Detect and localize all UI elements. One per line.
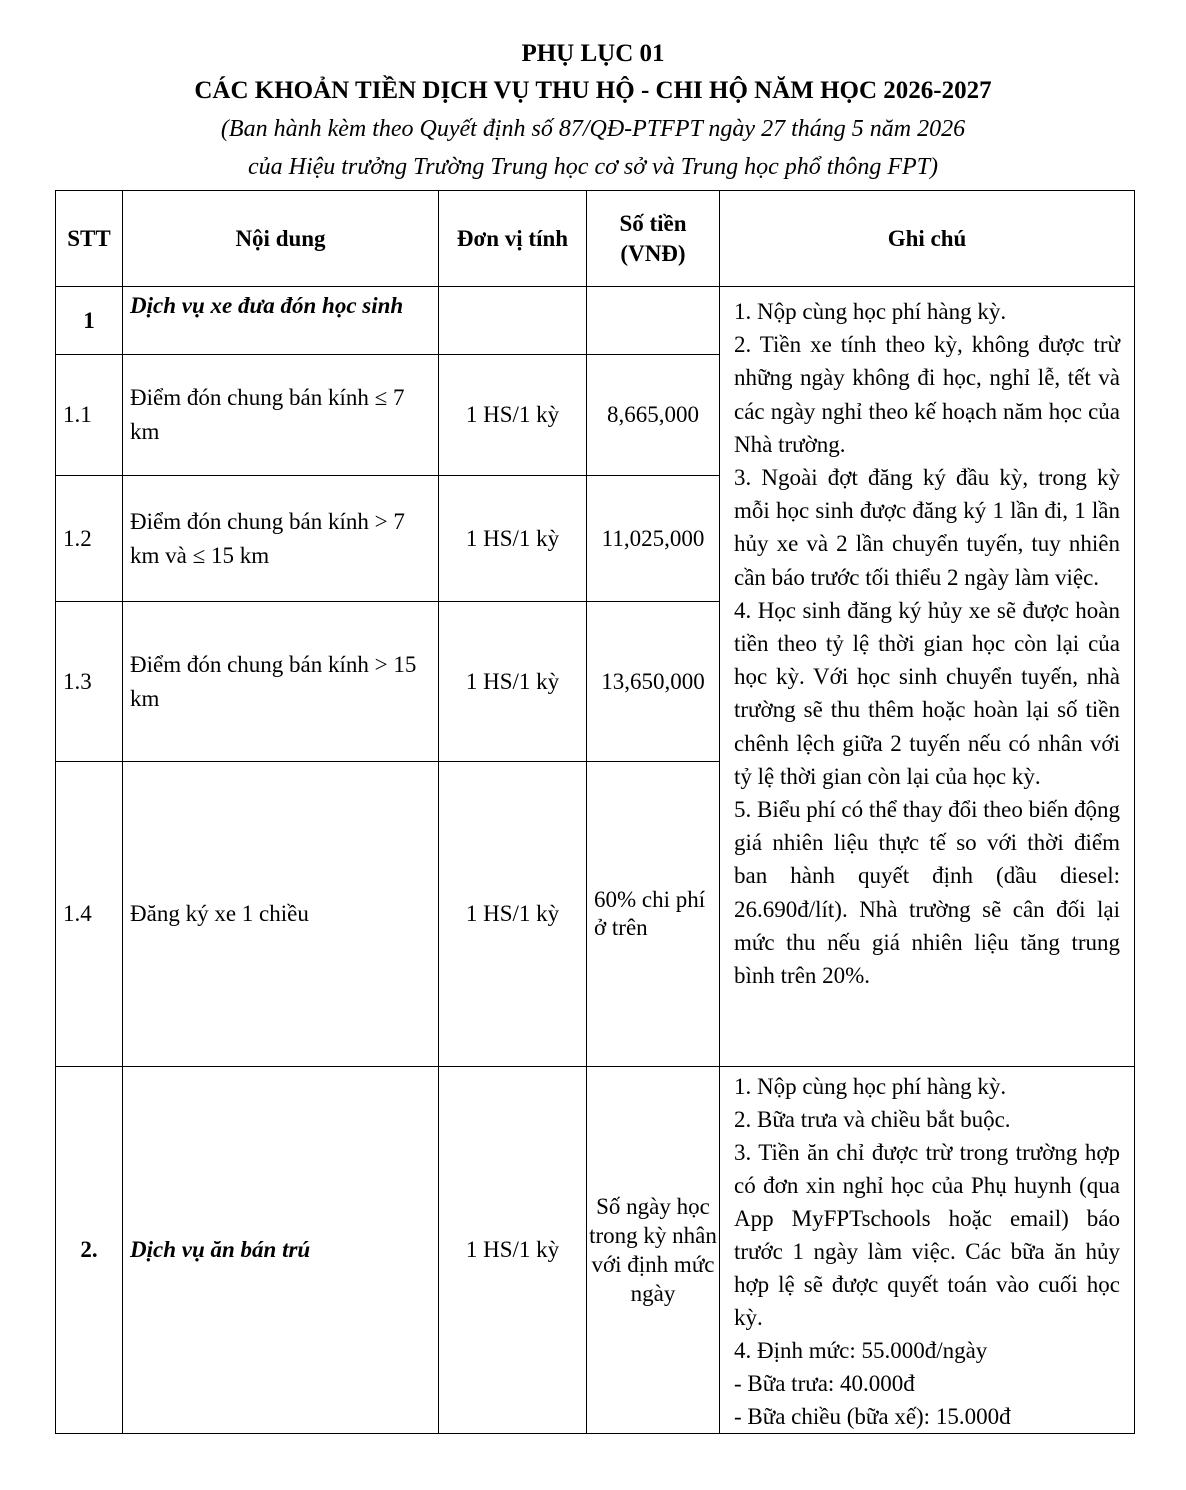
section-1-title: Dịch vụ xe đưa đón học sinh — [123, 287, 439, 355]
row-1-3-amount: 13,650,000 — [587, 602, 720, 762]
appendix-title: PHỤ LỤC 01 — [521, 40, 665, 67]
section-2-note-4: 4. Định mức: 55.000đ/ngày — [734, 1338, 988, 1363]
section-2-title: Dịch vụ ăn bán trú — [123, 1067, 439, 1434]
section-2-stt: 2. — [56, 1067, 123, 1434]
issued-by-line-2: của Hiệu trưởng Trường Trung học cơ sở và Trung học phổ thông FPT) — [247, 154, 939, 180]
section-1-amount-empty — [587, 287, 720, 355]
col-header-note: Ghi chú — [720, 191, 1135, 287]
section-1-note-5: 5. Biểu phí có thể thay đổi theo biến động giá nhiên liệu thực tế so với thời điểm ban hành quyết định (dầu diesel: 26.690đ/lít). Nhà trường sẽ cân đối lại mức thu nếu giá nhiên liệu tăng trung bình trên 20%. — [734, 797, 1120, 989]
section-2-amount: Số ngày học trong kỳ nhân với định mức ngày — [587, 1067, 720, 1434]
row-1-1-unit: 1 HS/1 kỳ — [439, 355, 587, 476]
row-1-3-unit: 1 HS/1 kỳ — [439, 602, 587, 762]
section-2-notes — [720, 1067, 1135, 1434]
section-1-stt: 1 — [56, 287, 123, 355]
row-1-2-stt: 1.2 — [56, 476, 123, 602]
section-2-note-5: - Bữa trưa: 40.000đ — [734, 1371, 915, 1396]
issued-by-line-1: (Ban hành kèm theo Quyết định số 87/QĐ-PTFPT ngày 27 tháng 5 năm 2026 — [220, 116, 966, 142]
row-1-3-content: Điểm đón chung bán kính > 15 km — [123, 602, 439, 762]
row-1-4-content: Đăng ký xe 1 chiều — [123, 762, 439, 1067]
fee-table — [55, 190, 1135, 1434]
row-1-2-unit: 1 HS/1 kỳ — [439, 476, 587, 602]
row-1-1-content: Điểm đón chung bán kính ≤ 7 km — [123, 355, 439, 476]
col-header-stt: STT — [56, 191, 123, 287]
row-1-4-unit: 1 HS/1 kỳ — [439, 762, 587, 1067]
section-1-unit-empty — [439, 287, 587, 355]
table-row-section-1 — [56, 287, 1135, 355]
section-2-note-1: 1. Nộp cùng học phí hàng kỳ. — [734, 1074, 1007, 1099]
row-1-2-amount: 11,025,000 — [587, 476, 720, 602]
row-1-1-amount: 8,665,000 — [587, 355, 720, 476]
section-1-notes — [720, 287, 1135, 1067]
section-2-note-6: - Bữa chiều (bữa xế): 15.000đ — [734, 1404, 1011, 1429]
row-1-1-stt: 1.1 — [56, 355, 123, 476]
col-header-content: Nội dung — [123, 191, 439, 287]
appendix-subtitle: CÁC KHOẢN TIỀN DỊCH VỤ THU HỘ - CHI HỘ NĂM HỌC 2026-2027 — [194, 77, 992, 104]
col-header-amount-line2: (VNĐ) — [620, 240, 686, 266]
row-1-3-stt: 1.3 — [56, 602, 123, 762]
col-header-unit: Đơn vị tính — [439, 191, 587, 287]
section-1-note-4: 4. Học sinh đăng ký hủy xe sẽ được hoàn tiền theo tỷ lệ thời gian học còn lại của học kỳ. Với học sinh chuyển tuyến, nhà trường sẽ thu thêm hoặc hoàn lại số tiền chênh lệch giữa 2 tuyến nếu có nhân với tỷ lệ thời gian còn lại của học kỳ. — [734, 597, 1120, 789]
section-2-note-3: 3. Tiền ăn chỉ được trừ trong trường hợp có đơn xin nghỉ học của Phụ huynh (qua App MyFPTschools hoặc email) báo trước 1 ngày làm việc. Các bữa ăn hủy hợp lệ sẽ được quyết toán vào cuối học kỳ. — [734, 1140, 1120, 1330]
section-1-note-1: 1. Nộp cùng học phí hàng kỳ. — [734, 299, 1007, 324]
table-header-row — [56, 191, 1135, 287]
col-header-amount — [587, 191, 720, 287]
row-1-4-stt: 1.4 — [56, 762, 123, 1067]
row-1-2-content: Điểm đón chung bán kính > 7 km và ≤ 15 km — [123, 476, 439, 602]
section-1-note-3: 3. Ngoài đợt đăng ký đầu kỳ, trong kỳ mỗi học sinh được đăng ký 1 lần đi, 1 lần hủy xe và 2 lần chuyển tuyến, tuy nhiên cần báo trước tối thiểu 2 ngày làm việc. — [734, 465, 1120, 590]
table-row-section-2 — [56, 1067, 1135, 1434]
document-header — [0, 36, 1186, 186]
row-1-4-amount: 60% chi phí ở trên — [587, 762, 720, 1067]
section-1-note-2: 2. Tiền xe tính theo kỳ, không được trừ những ngày không đi học, nghỉ lễ, tết và các ngày nghỉ theo kế hoạch năm học của Nhà trường. — [734, 332, 1120, 457]
section-2-unit: 1 HS/1 kỳ — [439, 1067, 587, 1434]
section-2-note-2: 2. Bữa trưa và chiều bắt buộc. — [734, 1107, 1011, 1132]
col-header-amount-line1: Số tiền — [619, 210, 687, 236]
